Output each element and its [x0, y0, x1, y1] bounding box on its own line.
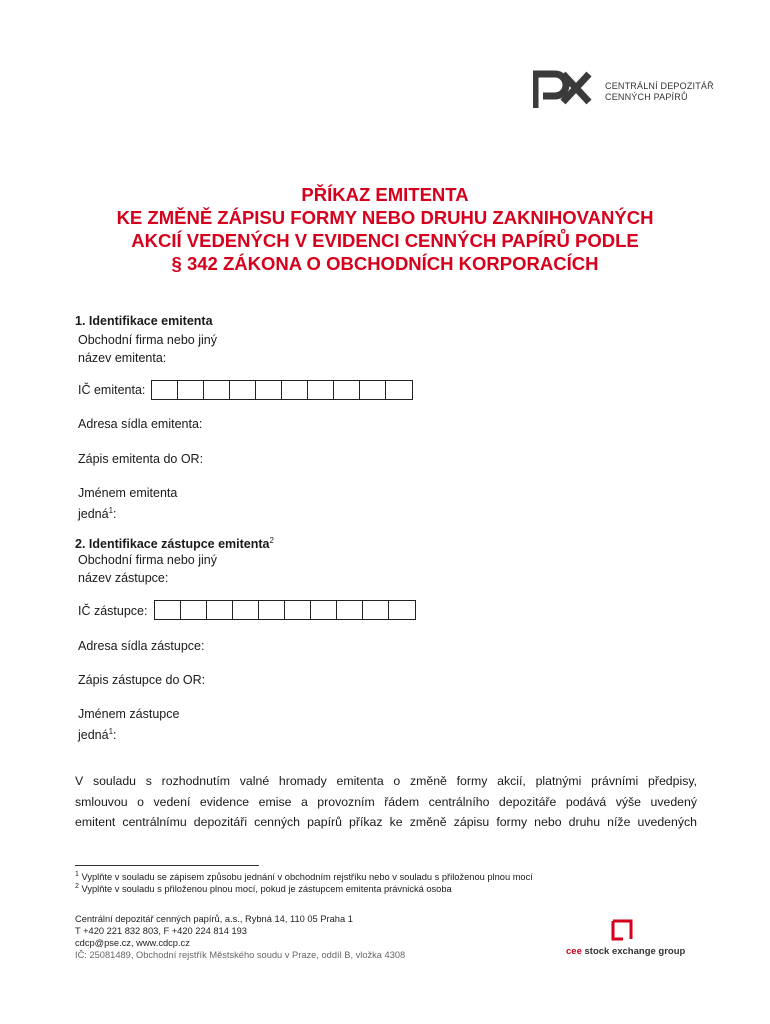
ic-digit-box[interactable]	[152, 381, 178, 399]
ic-digit-box[interactable]	[308, 381, 334, 399]
section2-acting-label-line2	[78, 723, 179, 744]
paragraph-line2: smlouvou o vedení evidence emise a provozním řádem centrálního depozitáře podává výše uvedený	[75, 794, 697, 809]
ic-digit-box[interactable]	[181, 601, 207, 619]
section1-acting-label	[78, 484, 177, 523]
section1-address-label: Adresa sídla emitenta:	[78, 417, 203, 431]
footer-line2: T +420 221 832 803, F +420 224 814 193	[75, 926, 247, 936]
ic-digit-box[interactable]	[282, 381, 308, 399]
section2-address-label: Adresa sídla zástupce:	[78, 639, 205, 653]
section1-ic-input[interactable]	[151, 380, 413, 400]
colon: :	[113, 728, 117, 743]
section2-name-label-line2: název zástupce:	[78, 571, 169, 585]
ic-digit-box[interactable]	[311, 601, 337, 619]
section2-ic-label: IČ zástupce:	[78, 604, 148, 618]
footnote-text: Vyplňte v souladu se zápisem způsobu jednání v obchodním rejstříku nebo v souladu s přiloženou plnou mocí	[81, 872, 533, 883]
section2-registry-label: Zápis zástupce do OR:	[78, 673, 206, 687]
footnote-divider	[75, 865, 259, 866]
section2-heading-text: 2. Identifikace zástupce emitenta	[75, 537, 270, 552]
ic-digit-box[interactable]	[363, 601, 389, 619]
cee-group-text: stock exchange group	[584, 946, 686, 957]
ic-digit-box[interactable]	[207, 601, 233, 619]
order-paragraph	[75, 771, 697, 833]
paragraph-line3: emitent centrálnímu depozitáři cenných papírů příkaz ke změně zápisu formy nebo druhu níže uvedených	[75, 815, 697, 829]
footer-line1: Centrální depozitář cenných papírů, a.s., Rybná 14, 110 05 Praha 1	[75, 914, 353, 924]
section1-name-label-line2: název emitenta:	[78, 351, 167, 365]
ic-digit-box[interactable]	[259, 601, 285, 619]
section2-acting-text: jedná	[78, 728, 109, 743]
ic-digit-box[interactable]	[233, 601, 259, 619]
footnote-ref: 2	[269, 536, 274, 545]
ic-digit-box[interactable]	[334, 381, 360, 399]
ic-digit-box[interactable]	[389, 601, 415, 619]
section1-heading-text: 1. Identifikace emitenta	[75, 314, 213, 328]
ic-digit-box[interactable]	[204, 381, 230, 399]
footer-line4: IČ: 25081489, Obchodní rejstřík Městského soudu v Praze, oddíl B, vložka 4308	[75, 950, 406, 960]
ic-digit-box[interactable]	[360, 381, 386, 399]
section2-ic-input[interactable]	[154, 600, 416, 620]
section1-acting-text: jedná	[78, 507, 109, 522]
section1-name-label	[78, 331, 217, 367]
ic-digit-box[interactable]	[285, 601, 311, 619]
ic-digit-box[interactable]	[178, 381, 204, 399]
document-title	[60, 183, 710, 275]
section1-acting-label-line2	[78, 502, 177, 523]
paragraph-line1: V souladu s rozhodnutím valné hromady emitenta o změně formy akcií, platnými právními předpisy,	[75, 774, 697, 788]
title-line4: § 342 ZÁKONA O OBCHODNÍCH KORPORACÍCH	[171, 253, 599, 274]
footnote-text: Vyplňte v souladu s přiloženou plnou mocí, pokud je zástupcem emitenta právnická osoba	[81, 884, 452, 895]
section1-acting-label-line1: Jménem emitenta	[78, 486, 178, 500]
cee-group-name	[566, 946, 685, 957]
ic-digit-box[interactable]	[386, 381, 412, 399]
logo-text-line2: CENNÝCH PAPÍRŮ	[605, 92, 688, 102]
ic-digit-box[interactable]	[256, 381, 282, 399]
cdcp-logo-icon	[533, 68, 595, 110]
footnote-ref: 1	[108, 506, 114, 515]
section1-name-label-line1: Obchodní firma nebo jiný	[78, 333, 217, 347]
logo-text	[605, 81, 714, 103]
footnote-number: 1	[75, 871, 79, 878]
section1-ic-label: IČ emitenta:	[78, 383, 146, 397]
section2-name-label	[78, 551, 217, 587]
ic-digit-box[interactable]	[230, 381, 256, 399]
colon: :	[113, 507, 117, 522]
footnote-2	[75, 881, 452, 895]
section1-heading	[75, 314, 213, 328]
footer-line3: cdcp@pse.cz, www.cdcp.cz	[75, 938, 190, 948]
footnote-number: 2	[75, 883, 79, 890]
footnote-ref: 1	[108, 727, 114, 736]
section2-heading	[75, 536, 274, 551]
section2-acting-label	[78, 705, 179, 744]
title-line1: PŘÍKAZ EMITENTA	[301, 184, 469, 205]
footer-address	[75, 913, 405, 961]
ic-digit-box[interactable]	[337, 601, 363, 619]
cee-prefix: cee	[566, 946, 585, 957]
logo-text-line1: CENTRÁLNÍ DEPOZITÁŘ	[605, 81, 714, 91]
title-line2: KE ZMĚNĚ ZÁPISU FORMY NEBO DRUHU ZAKNIHOVANÝCH	[116, 207, 654, 228]
ic-digit-box[interactable]	[155, 601, 181, 619]
section1-registry-label: Zápis emitenta do OR:	[78, 452, 204, 466]
section2-acting-label-line1: Jménem zástupce	[78, 707, 180, 721]
cee-group-logo-icon	[611, 919, 633, 941]
title-line3: AKCIÍ VEDENÝCH V EVIDENCI CENNÝCH PAPÍRŮ PODLE	[131, 230, 639, 251]
section2-name-label-line1: Obchodní firma nebo jiný	[78, 553, 217, 567]
